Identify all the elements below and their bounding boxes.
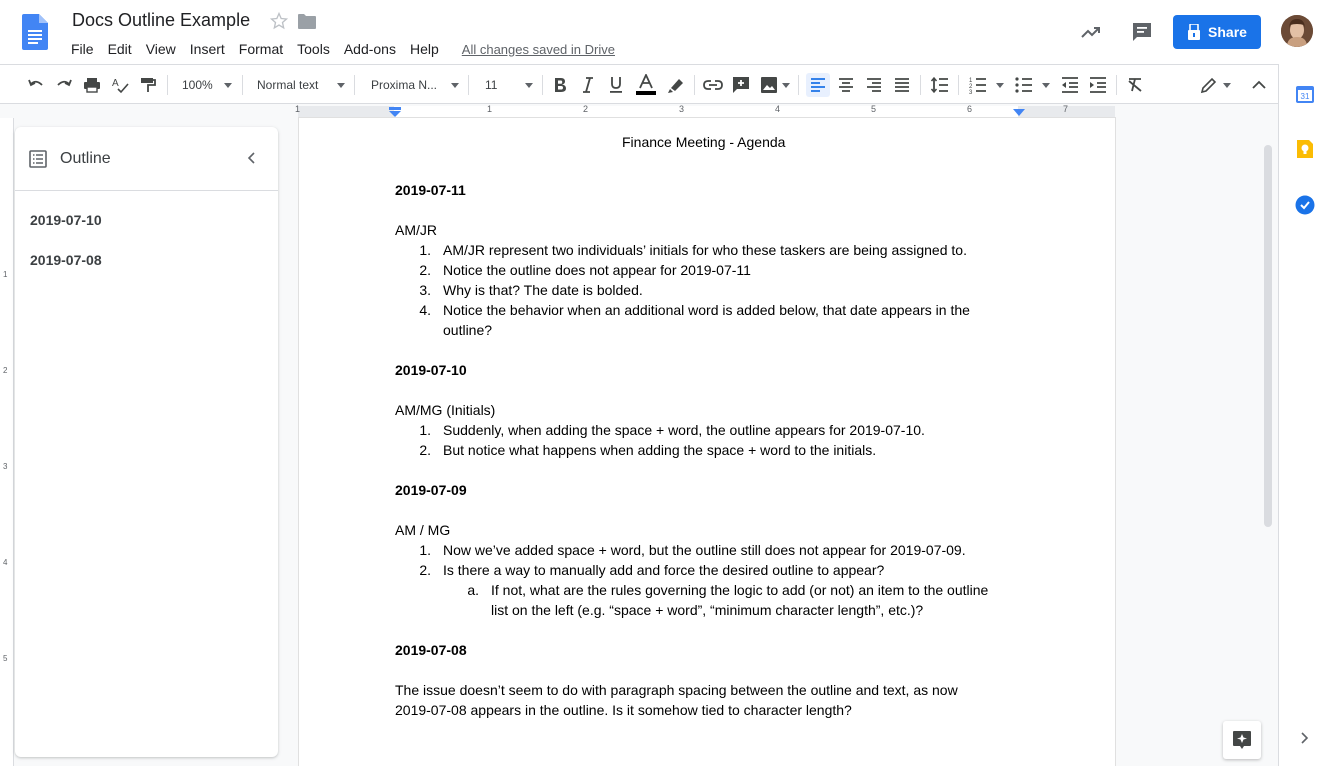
svg-text:A: A <box>112 78 119 89</box>
ruler-left-margin <box>298 106 394 118</box>
justify-icon <box>894 77 910 93</box>
link-icon <box>703 79 723 91</box>
menu-addons[interactable]: Add-ons <box>343 41 396 57</box>
zoom-caret-icon <box>224 83 232 88</box>
keep-icon[interactable] <box>1296 139 1314 159</box>
svg-text:3: 3 <box>969 90 973 94</box>
vruler-number: 2 <box>3 366 8 375</box>
justify-button[interactable] <box>892 73 912 97</box>
align-center-button[interactable] <box>836 73 856 97</box>
section-label: AM/MG (Initials) <box>395 402 496 418</box>
avatar[interactable] <box>1281 15 1313 47</box>
list-number: 1. <box>419 422 431 438</box>
outline-panel <box>15 127 278 757</box>
align-right-button[interactable] <box>864 73 884 97</box>
menu-help[interactable]: Help <box>409 41 439 57</box>
horizontal-ruler[interactable] <box>279 104 1134 118</box>
underline-button[interactable] <box>606 73 626 97</box>
bulleted-list-caret-icon <box>1042 83 1050 88</box>
comments-icon[interactable] <box>1130 20 1154 44</box>
document-title: Finance Meeting - Agenda <box>622 134 786 150</box>
sub-list-item: If not, what are the rules governing the logic to add (or not) an item to the outline <box>491 582 989 598</box>
vruler-number: 5 <box>3 654 8 663</box>
paint-format-icon <box>139 76 157 94</box>
ruler-number: 6 <box>967 104 973 114</box>
ruler-track <box>298 106 1115 118</box>
font-caret-icon <box>451 83 459 88</box>
style-select[interactable] <box>252 73 348 97</box>
star-icon[interactable] <box>269 11 289 31</box>
highlight-button[interactable] <box>666 73 686 97</box>
vertical-ruler <box>0 118 14 766</box>
font-select[interactable] <box>364 73 460 97</box>
tasks-icon[interactable] <box>1295 195 1315 215</box>
menu-bar <box>64 38 615 60</box>
calendar-day: 31 <box>1300 92 1310 101</box>
list-item-continuation: outline? <box>443 322 493 338</box>
document-scrollbar[interactable] <box>1264 145 1272 527</box>
text-color-icon <box>636 74 656 96</box>
list-number: 1. <box>419 542 431 558</box>
redo-button[interactable] <box>54 73 74 97</box>
ruler-number: 7 <box>1063 104 1069 114</box>
ruler-number: 5 <box>871 104 877 114</box>
explore-button[interactable] <box>1223 721 1261 759</box>
list-number: 2. <box>419 562 431 578</box>
paragraph-line: The issue doesn’t seem to do with paragraph spacing between the outline and text, as now <box>395 682 958 698</box>
redo-icon <box>55 76 73 94</box>
ruler-number: 4 <box>775 104 781 114</box>
section-heading: 2019-07-11 <box>395 182 466 198</box>
line-spacing-button[interactable] <box>930 73 950 97</box>
outline-divider <box>15 190 278 191</box>
toolbar-divider <box>920 75 921 95</box>
vruler-number: 1 <box>3 270 8 279</box>
align-left-icon <box>810 77 826 93</box>
pencil-icon <box>1200 76 1218 94</box>
folder-icon[interactable] <box>298 13 316 29</box>
add-comment-button[interactable] <box>731 73 751 97</box>
clear-formatting-button[interactable] <box>1125 73 1145 97</box>
header <box>0 0 1331 64</box>
outline-list-icon <box>29 150 47 168</box>
menu-edit[interactable]: Edit <box>107 41 132 57</box>
list-item: Now we’ve added space + word, but the outline still does not appear for 2019-07-09. <box>443 542 966 558</box>
numbered-list-icon <box>969 76 987 94</box>
undo-button[interactable] <box>26 73 46 97</box>
zoom-value: 100% <box>182 78 213 92</box>
list-number: 4. <box>419 302 431 318</box>
align-center-icon <box>838 77 854 93</box>
toolbar-divider <box>542 75 543 95</box>
section-heading: 2019-07-08 <box>395 642 467 658</box>
toolbar-divider <box>242 75 243 95</box>
section-label: AM/JR <box>395 222 437 238</box>
toolbar-divider <box>798 75 799 95</box>
menu-file[interactable]: File <box>71 41 94 57</box>
list-number: 2. <box>419 442 431 458</box>
svg-text:1: 1 <box>969 78 973 84</box>
side-panel <box>1278 64 1331 766</box>
ruler-number: 3 <box>679 104 685 114</box>
highlighter-icon <box>667 76 685 94</box>
chevron-up-icon <box>1252 80 1266 90</box>
undo-icon <box>27 76 45 94</box>
insert-image-button[interactable] <box>759 73 779 97</box>
ruler-number: 2 <box>583 104 589 114</box>
section-heading: 2019-07-10 <box>395 362 467 378</box>
menu-format[interactable]: Format <box>238 41 284 57</box>
italic-icon <box>581 77 595 93</box>
sub-list-letter: a. <box>467 582 479 598</box>
style-caret-icon <box>337 83 345 88</box>
doc-title[interactable]: Docs Outline Example <box>72 10 251 30</box>
print-icon <box>83 76 101 94</box>
list-item: Notice the behavior when an additional word is added below, that date appears in the <box>443 302 970 318</box>
increase-indent-icon <box>1089 76 1107 94</box>
toolbar-divider <box>694 75 695 95</box>
decrease-indent-button[interactable] <box>1060 73 1080 97</box>
avatar-photo-icon <box>1281 15 1313 47</box>
numbered-list-caret-icon <box>996 83 1004 88</box>
list-number: 2. <box>419 262 431 278</box>
toolbar-divider <box>354 75 355 95</box>
sub-list-item-continuation: list on the left (e.g. “space + word”, “minimum character length”, etc.)? <box>491 602 924 618</box>
toolbar-divider <box>167 75 168 95</box>
share-label: Share <box>1208 24 1247 40</box>
vruler-number: 4 <box>3 558 8 567</box>
section-label: AM / MG <box>395 522 451 538</box>
align-right-icon <box>866 77 882 93</box>
ruler-number: 1 <box>295 104 301 114</box>
editing-mode-button[interactable] <box>1199 73 1219 97</box>
list-number: 1. <box>419 242 431 258</box>
toolbar-divider <box>958 75 959 95</box>
font-size-caret-icon <box>525 83 533 88</box>
decrease-indent-icon <box>1061 76 1079 94</box>
ruler-number: 1 <box>487 104 493 114</box>
bold-icon <box>553 77 567 93</box>
list-item: But notice what happens when adding the space + word to the initials. <box>443 442 877 458</box>
vruler-number: 3 <box>3 462 8 471</box>
menu-view[interactable]: View <box>145 41 176 57</box>
toolbar-divider <box>1116 75 1117 95</box>
outline-item[interactable]: 2019-07-10 <box>30 212 102 228</box>
list-item: Suddenly, when adding the space + word, the outline appears for 2019-07-10. <box>443 422 925 438</box>
paint-format-button[interactable] <box>138 73 158 97</box>
style-value: Normal text <box>257 78 319 92</box>
toolbar-divider <box>468 75 469 95</box>
print-button[interactable] <box>82 73 102 97</box>
bulleted-list-button[interactable] <box>1014 73 1034 97</box>
image-caret-icon <box>782 83 790 88</box>
chevron-left-icon[interactable] <box>246 151 258 165</box>
list-item: Is there a way to manually add and force the desired outline to appear? <box>443 562 885 578</box>
clear-formatting-icon <box>1127 77 1143 93</box>
bulleted-list-icon <box>1015 76 1033 94</box>
text-color-button[interactable] <box>634 73 658 97</box>
numbered-list-button[interactable] <box>968 73 988 97</box>
font-value: Proxima N... <box>371 78 438 92</box>
chevron-right-icon[interactable] <box>1300 731 1310 745</box>
save-status-link[interactable]: All changes saved in Drive <box>461 41 615 57</box>
share-button[interactable] <box>1173 15 1261 49</box>
hide-menus-button[interactable] <box>1249 73 1269 97</box>
outline-item[interactable]: 2019-07-08 <box>30 252 102 268</box>
left-indent-marker-icon[interactable] <box>389 107 401 118</box>
insert-link-button[interactable] <box>703 73 723 97</box>
document-page[interactable] <box>299 118 1115 766</box>
outline-title: Outline <box>60 150 111 167</box>
explore-icon <box>1232 730 1252 750</box>
spellcheck-icon <box>111 76 129 94</box>
list-item: Notice the outline does not appear for 2019-07-11 <box>443 262 751 278</box>
svg-text:2: 2 <box>969 84 973 90</box>
list-number: 3. <box>419 282 431 298</box>
calendar-icon[interactable] <box>1295 84 1315 104</box>
line-spacing-icon <box>931 76 949 94</box>
list-item: AM/JR represent two individuals’ initials for who these taskers are being assigned to. <box>443 242 967 258</box>
menu-insert[interactable]: Insert <box>189 41 225 57</box>
font-size-value: 11 <box>485 78 498 92</box>
italic-button[interactable] <box>578 73 598 97</box>
bold-button[interactable] <box>550 73 570 97</box>
spellcheck-button[interactable] <box>110 73 130 97</box>
paragraph-line: 2019-07-08 appears in the outline. Is it somehow tied to character length? <box>395 702 852 718</box>
section-heading: 2019-07-09 <box>395 482 467 498</box>
image-icon <box>760 76 778 94</box>
docs-logo-icon[interactable] <box>22 14 48 50</box>
activity-trend-icon[interactable] <box>1079 20 1103 44</box>
lock-icon <box>1187 24 1201 40</box>
menu-tools[interactable]: Tools <box>297 41 330 57</box>
toolbar <box>0 64 1278 104</box>
add-comment-icon <box>732 76 750 94</box>
right-indent-marker-icon[interactable] <box>1013 109 1025 116</box>
underline-icon <box>609 76 623 94</box>
increase-indent-button[interactable] <box>1088 73 1108 97</box>
list-item: Why is that? The date is bolded. <box>443 282 643 298</box>
editing-mode-caret-icon <box>1223 83 1231 88</box>
align-left-button[interactable] <box>806 73 830 97</box>
